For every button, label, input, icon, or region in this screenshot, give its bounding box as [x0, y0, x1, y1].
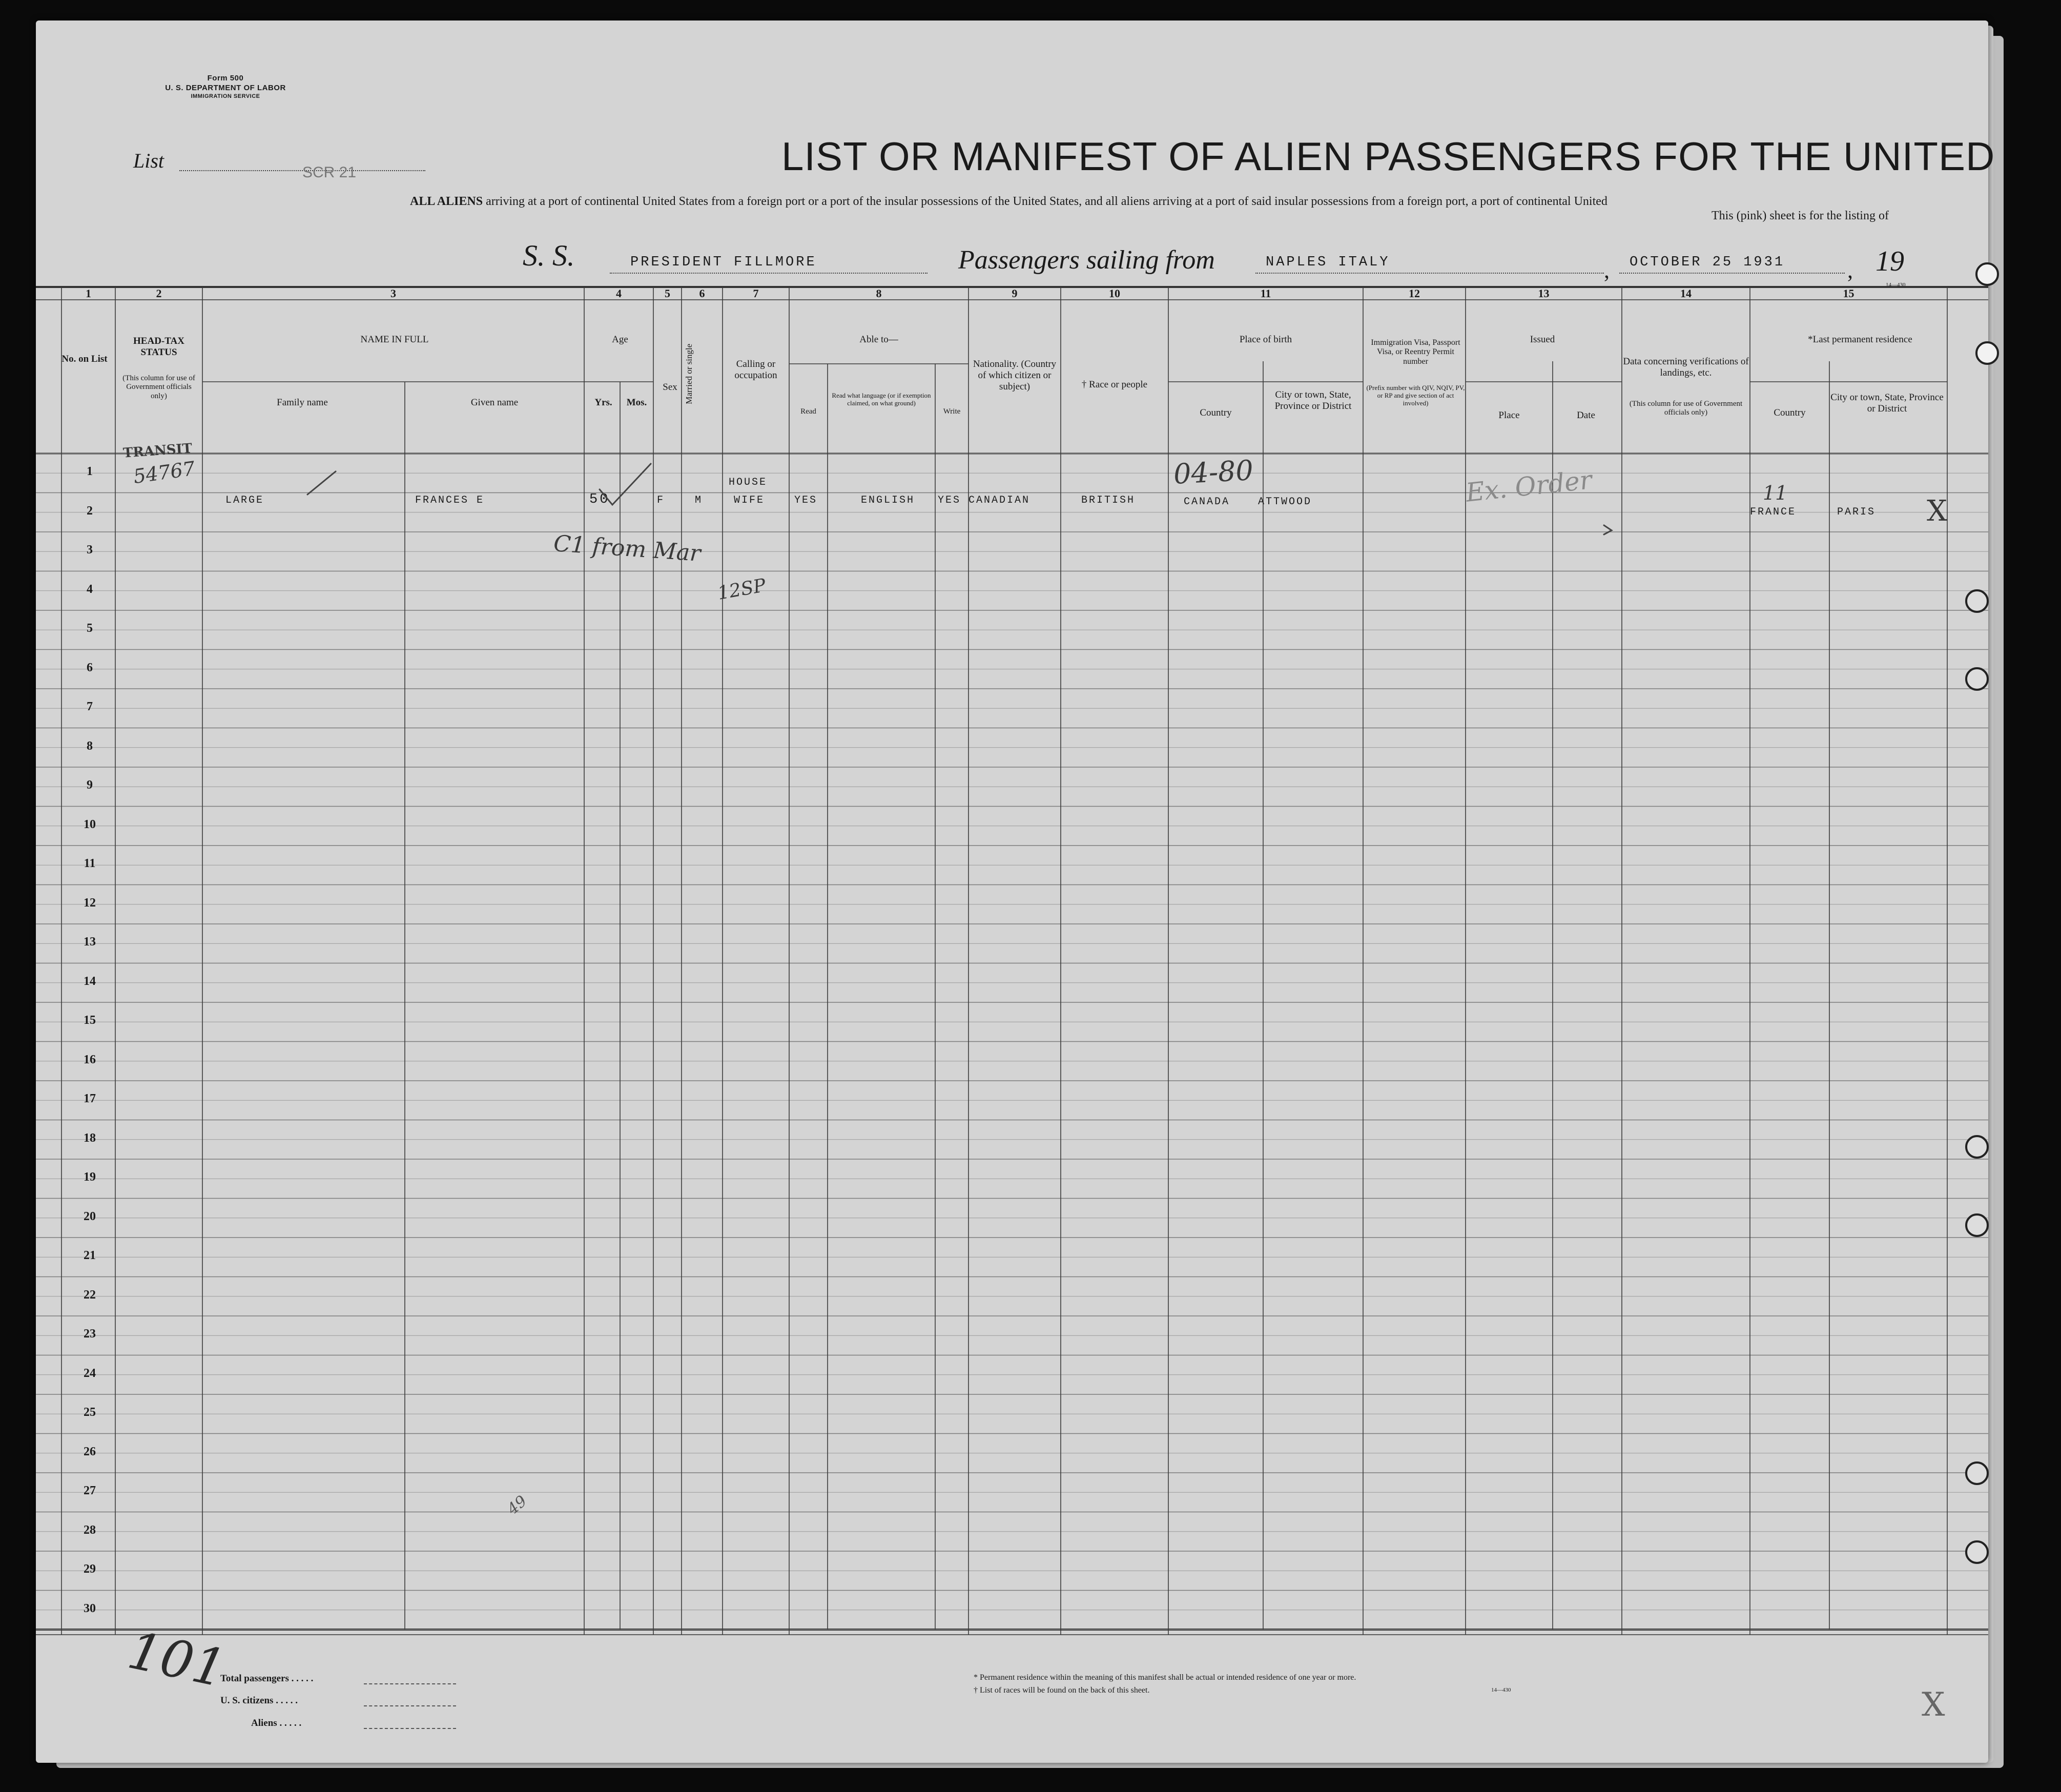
- binder-hole: [1975, 341, 1999, 365]
- col-age-mos: Mos.: [626, 397, 647, 408]
- list-stamp: SCR 21: [302, 164, 357, 181]
- race-value: BRITISH: [1081, 495, 1136, 506]
- comma: ,: [1604, 258, 1610, 283]
- col-race: † Race or people: [1081, 379, 1148, 390]
- col-read: Read: [800, 407, 816, 416]
- col-head-tax-note: (This column for use of Government officials only): [122, 374, 195, 400]
- col-last-residence: *Last permanent residence: [1808, 334, 1912, 345]
- aliens-label: Aliens . . . . .: [251, 1718, 302, 1728]
- residence-handwritten: 11: [1763, 482, 1788, 504]
- col-family-name: Family name: [277, 397, 328, 408]
- column-number: 6: [699, 287, 705, 300]
- total-passengers-text: Total passengers: [220, 1673, 289, 1684]
- column-number: 9: [1012, 287, 1018, 300]
- col-place-of-birth: Place of birth: [1239, 334, 1292, 345]
- row-number: 10: [84, 817, 96, 831]
- birth-city-value: ATTWOOD: [1258, 496, 1312, 508]
- row-number: 2: [87, 504, 93, 518]
- column-number: 7: [753, 287, 759, 300]
- head-tax-handwritten: 54767: [132, 457, 197, 488]
- binder-hole: [1965, 1213, 1989, 1237]
- col-name-in-full: NAME IN FULL: [360, 334, 429, 345]
- col-married: Married or single: [684, 343, 694, 404]
- form-number: Form 500: [207, 74, 244, 83]
- year-label: 19: [1875, 245, 1904, 277]
- row-number: 3: [87, 543, 93, 557]
- column-number: 1: [86, 287, 91, 300]
- row-number: 4: [87, 582, 93, 596]
- row-number: 15: [84, 1014, 96, 1027]
- row-number: 14: [84, 974, 96, 988]
- visa-handwritten: Ex. Order: [1464, 465, 1594, 508]
- sex-value: F: [657, 495, 665, 506]
- col-able-to: Able to—: [859, 334, 898, 345]
- row-number: 21: [84, 1249, 96, 1262]
- residence-country-value: FRANCE: [1750, 506, 1797, 518]
- column-number: 15: [1843, 287, 1854, 300]
- col-lr-country: Country: [1774, 407, 1806, 418]
- birth-code-handwritten: 04-80: [1172, 454, 1254, 491]
- residence-city-value: PARIS: [1837, 506, 1876, 518]
- binder-hole: [1965, 667, 1989, 691]
- family-name-value: LARGE: [225, 495, 264, 506]
- birth-country-value: CANADA: [1184, 496, 1230, 508]
- column-number: 5: [665, 287, 670, 300]
- row-number: 19: [84, 1170, 96, 1184]
- col-nationality: Nationality. (Country of which citizen or subject): [973, 359, 1057, 392]
- us-citizens-label: U. S. citizens . . . . .: [220, 1695, 298, 1706]
- ship-name: PRESIDENT FILLMORE: [630, 255, 817, 270]
- check-stroke: [600, 464, 651, 505]
- column-number: 10: [1109, 287, 1120, 300]
- row-number: 28: [84, 1523, 96, 1537]
- row-number: 30: [84, 1601, 96, 1615]
- row-number: 22: [84, 1288, 96, 1302]
- total-passengers-line: [364, 1683, 456, 1684]
- all-aliens-label: ALL ALIENS: [410, 195, 483, 208]
- corner-mark: X: [1922, 1686, 1945, 1724]
- list-label: List: [133, 149, 164, 172]
- col-age: Age: [612, 334, 628, 345]
- col-given-name: Given name: [470, 397, 519, 408]
- bottom-handwritten-number: 101: [122, 1620, 231, 1699]
- column-number: 2: [156, 287, 162, 300]
- column-number: 3: [390, 287, 396, 300]
- row-number: 26: [84, 1445, 96, 1458]
- column-number: 8: [876, 287, 882, 300]
- column-number: 14: [1680, 287, 1692, 300]
- row-number: 13: [84, 935, 96, 949]
- col-calling: Calling or occupation: [734, 359, 777, 381]
- us-citizens-text: U. S. citizens: [220, 1695, 274, 1706]
- manifest-title: LIST OR MANIFEST OF ALIEN PASSENGERS FOR THE UNITED: [781, 134, 1995, 179]
- footnote-residence: * Permanent residence within the meaning of this manifest shall be actual or intended residence of one year or more.: [974, 1673, 1356, 1682]
- col-pob-country: Country: [1200, 407, 1232, 418]
- row-number: 1: [87, 465, 93, 478]
- annotation-row3: 12SP: [716, 575, 768, 604]
- row-number: 9: [87, 778, 93, 792]
- scope-text: arriving at a port of continental United States from a foreign port or a port of the insular possessions of the United States, and all aliens arriving at a port of said insular possessions from a foreign port, a port of continental United: [486, 195, 1607, 208]
- binder-hole: [1965, 589, 1989, 613]
- binder-hole: [1965, 1135, 1989, 1159]
- total-passengers-label: Total passengers . . . . .: [220, 1673, 314, 1684]
- row-number: 29: [84, 1562, 96, 1576]
- department-name: U. S. DEPARTMENT OF LABOR: [165, 83, 286, 92]
- col-no-on-list: No. on List: [61, 354, 108, 364]
- col-pob-city: City or town, State, Province or District: [1274, 389, 1352, 411]
- row-number: 6: [87, 661, 93, 674]
- column-number: 4: [616, 287, 622, 300]
- given-name-value: FRANCES E: [415, 495, 485, 506]
- col-age-yrs: Yrs.: [594, 397, 612, 408]
- col-sex: Sex: [663, 382, 677, 393]
- check-stroke: [307, 471, 336, 495]
- comma: ,: [1847, 258, 1853, 283]
- col-issued: Issued: [1530, 334, 1555, 345]
- column-number: 12: [1409, 287, 1420, 300]
- binder-hole: [1965, 1461, 1989, 1485]
- column-number: 13: [1538, 287, 1550, 300]
- row-number: 16: [84, 1053, 96, 1066]
- port-name: NAPLES ITALY: [1266, 255, 1390, 270]
- sailing-label: Passengers sailing from: [958, 245, 1215, 275]
- col-visa: Immigration Visa, Passport Visa, or Reentry Permit number: [1371, 338, 1460, 366]
- col-issued-place: Place: [1498, 410, 1520, 421]
- occupation-line2: WIFE: [734, 495, 765, 506]
- col-lr-city: City or town, State, Province or District: [1830, 392, 1944, 414]
- sailing-date: OCTOBER 25 1931: [1630, 255, 1785, 270]
- check-stroke: [1604, 525, 1612, 534]
- occupation-line1: HOUSE: [729, 477, 768, 488]
- entry-check-mark: X: [1927, 495, 1947, 528]
- binder-hole: [1965, 1540, 1989, 1564]
- row-number: 7: [87, 700, 93, 713]
- ss-label: S. S.: [523, 239, 575, 272]
- column-number: 11: [1260, 287, 1271, 300]
- row-number: 25: [84, 1406, 96, 1419]
- us-citizens-line: [364, 1705, 456, 1706]
- col-head-tax-title: HEAD-TAX STATUS: [133, 336, 184, 358]
- row-number: 20: [84, 1209, 96, 1223]
- footer-form-code: 14—430: [1491, 1687, 1511, 1693]
- write-value: YES: [938, 495, 961, 506]
- col-write: Write: [943, 407, 961, 416]
- read-value: YES: [794, 495, 818, 506]
- age-years-value: 50: [589, 492, 610, 507]
- aliens-line: [364, 1728, 456, 1729]
- row-number: 11: [84, 857, 96, 870]
- col-data-verifications: Data concerning verifications of landings, etc.: [1623, 356, 1749, 378]
- aliens-text: Aliens: [251, 1718, 277, 1728]
- row-number: 17: [84, 1092, 96, 1105]
- pink-sheet-note: This (pink) sheet is for the listing of: [1712, 209, 1889, 222]
- row28-stamp: 49: [504, 1492, 530, 1519]
- service-name: IMMIGRATION SERVICE: [191, 93, 260, 99]
- row-number: 23: [84, 1327, 96, 1341]
- col-data-note: (This column for use of Government officials only): [1629, 400, 1743, 417]
- handwritten-strokes: [36, 20, 1988, 1763]
- row-number: 5: [87, 622, 93, 635]
- row-number: 12: [84, 896, 96, 910]
- nationality-value: CANADIAN: [968, 495, 1030, 506]
- transit-stamp: TRANSIT: [122, 441, 193, 461]
- col-visa-note: (Prefix number with QIV, NQIV, PV, or RP and give section of act involved): [1366, 384, 1465, 407]
- col-read-what: Read what language (or if exemption claimed, on what ground): [832, 392, 931, 407]
- form-code: 14—430: [1886, 282, 1906, 288]
- row-number: 27: [84, 1484, 96, 1497]
- manifest-sheet: [36, 20, 1995, 1763]
- row-number: 8: [87, 739, 93, 753]
- language-value: ENGLISH: [861, 495, 915, 506]
- footnote-races: † List of races will be found on the back of this sheet.: [974, 1686, 1150, 1695]
- married-value: M: [695, 495, 703, 506]
- row-number: 18: [84, 1131, 96, 1145]
- row-number: 24: [84, 1366, 96, 1380]
- annotation-row2: C1 from Mar: [552, 530, 702, 567]
- col-issued-date: Date: [1577, 410, 1595, 421]
- binder-hole: [1975, 262, 1999, 286]
